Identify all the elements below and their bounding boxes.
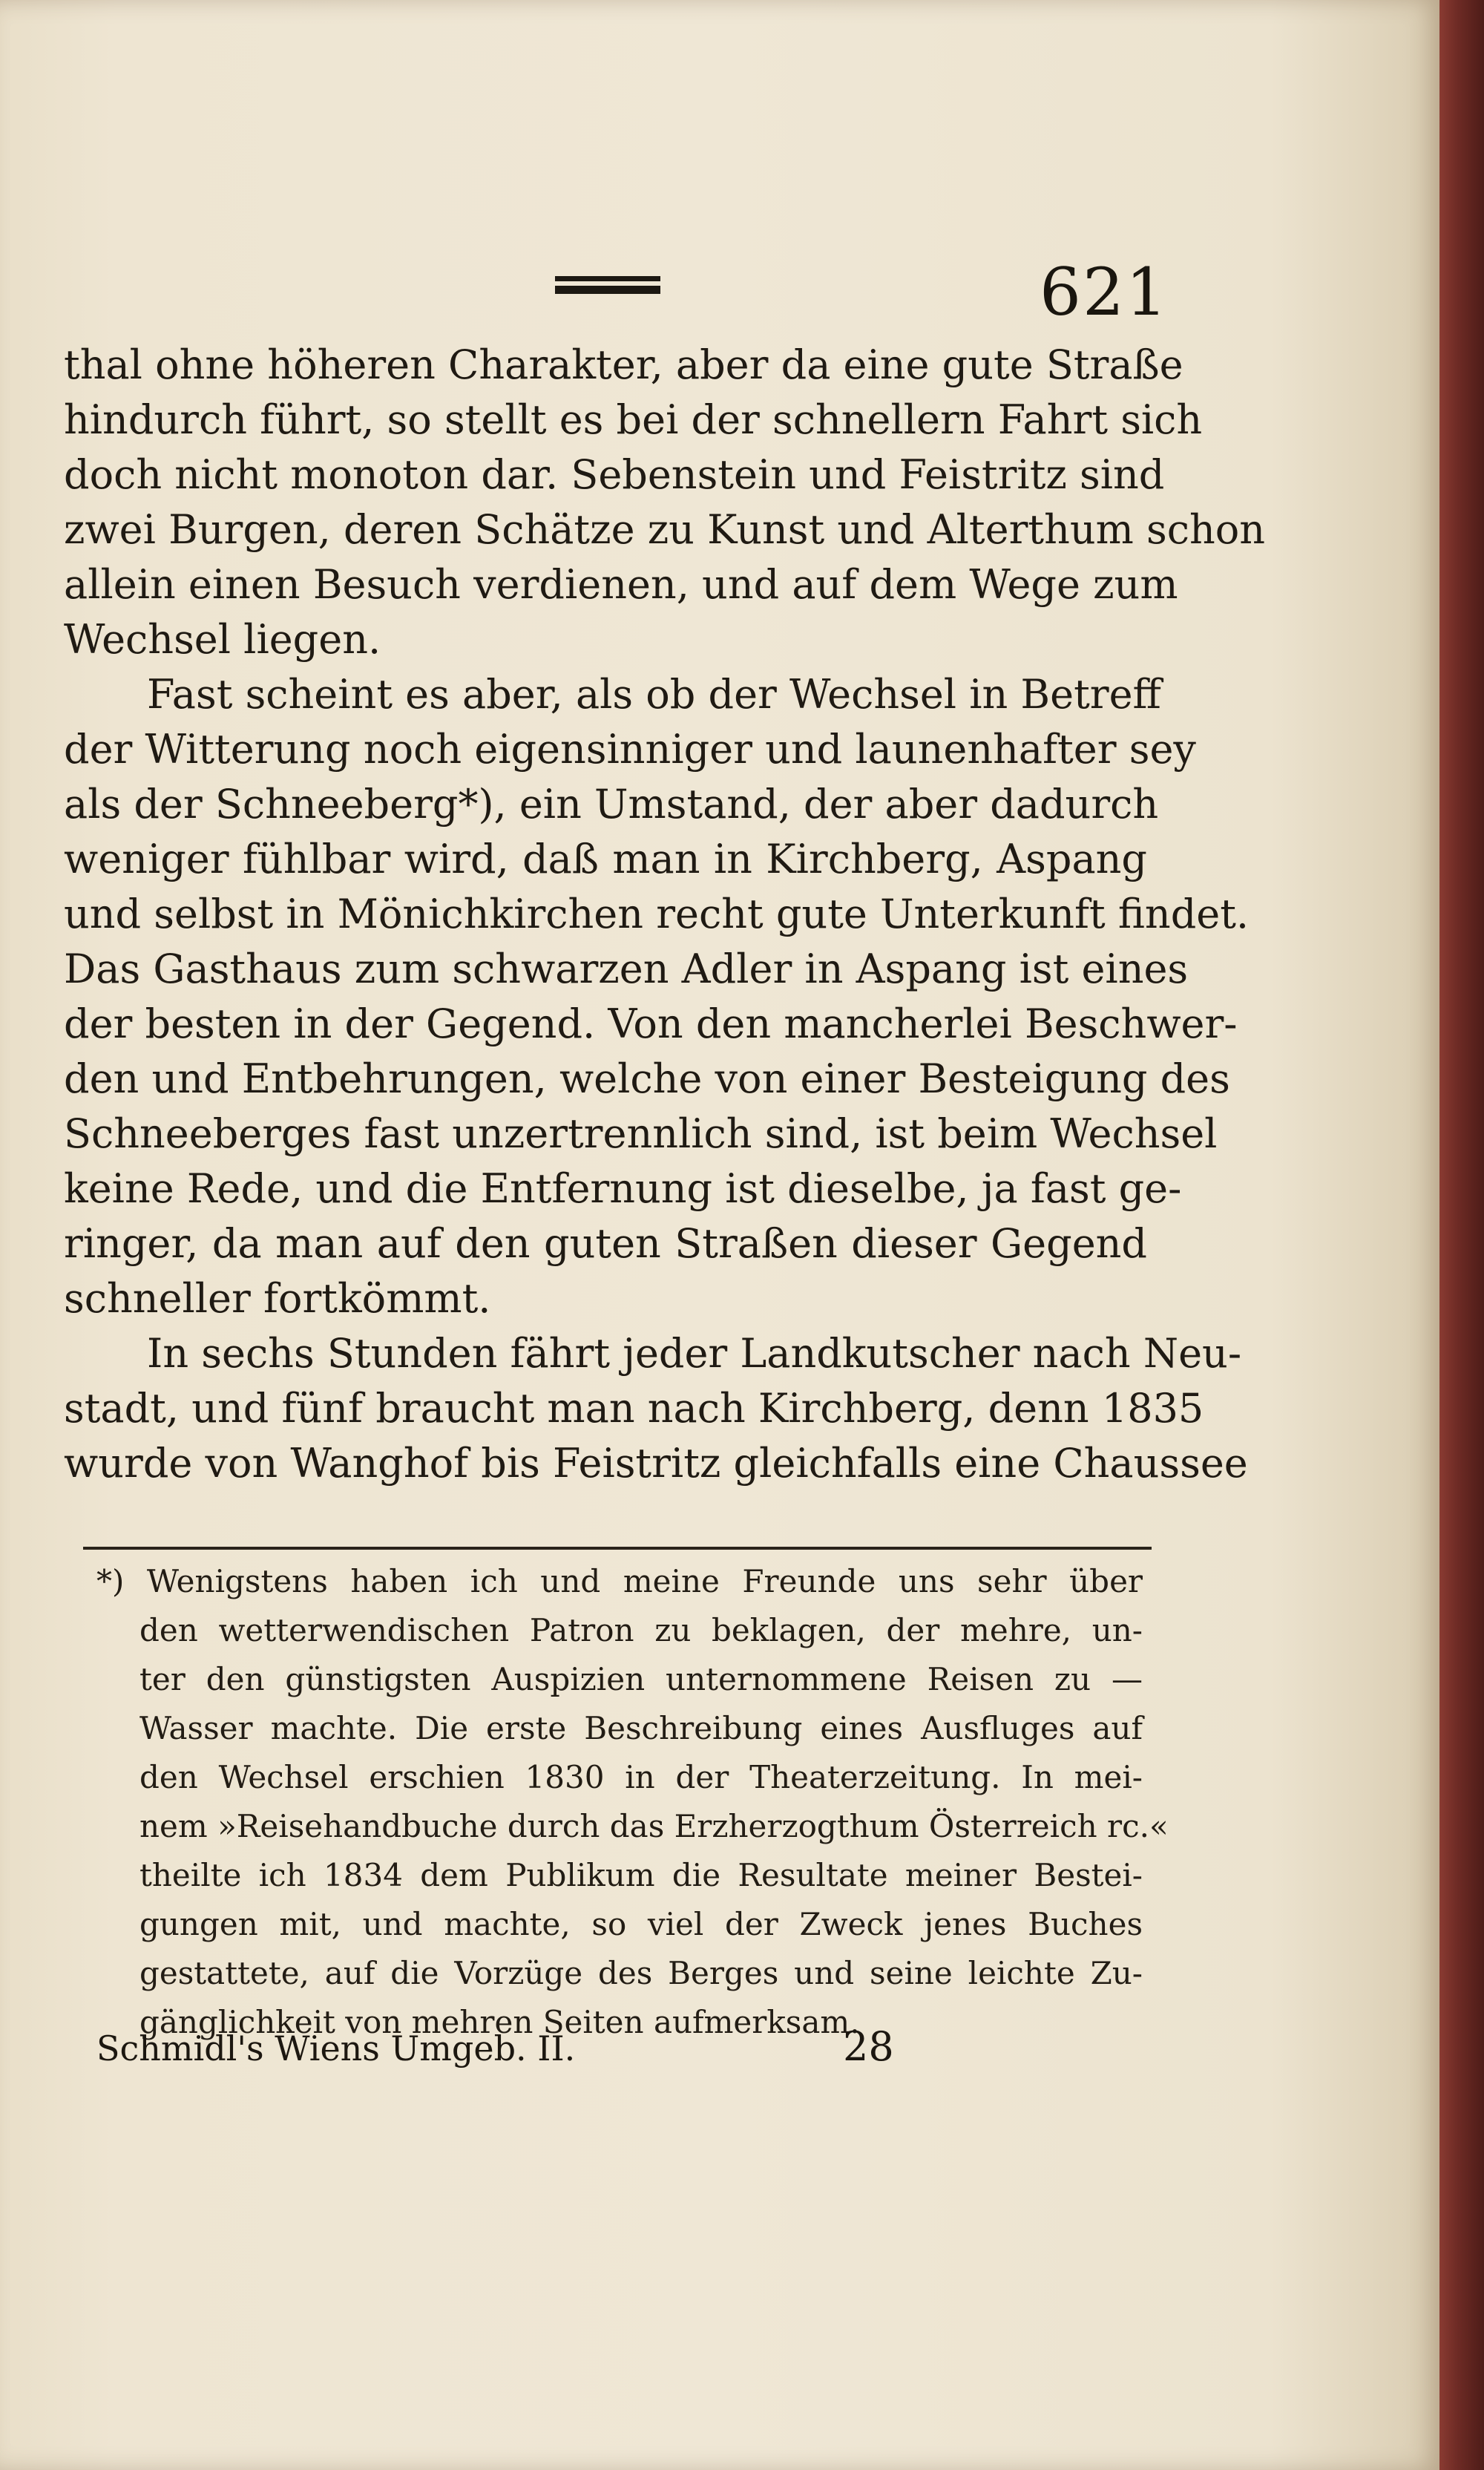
footnote-line: gestattete, auf die Vorzüge des Berges und seine leichte Zu- [139,1955,1143,1991]
text-line: doch nicht monoton dar. Sebenstein und Feistritz sind [64,451,1165,498]
header-rule-ornament [555,276,660,295]
text-line: schneller fortkömmt. [64,1275,491,1322]
text-line: Fast scheint es aber, als ob der Wechsel in Betreff [147,671,1161,718]
text-line: der besten in der Gegend. Von den mancherlei Beschwer- [64,1000,1238,1047]
text-line: allein einen Besuch verdienen, und auf dem Wege zum [64,561,1178,608]
sheet-number: 28 [843,2023,894,2070]
footnote-line: theilte ich 1834 dem Publikum die Resultate meiner Bestei- [139,1857,1143,1893]
footnote-line: den Wechsel erschien 1830 in der Theaterzeitung. In mei- [139,1759,1143,1795]
text-line: keine Rede, und die Entfernung ist dieselbe, ja fast ge- [64,1165,1182,1212]
text-line: In sechs Stunden fährt jeder Landkutscher nach Neu- [147,1330,1242,1377]
text-line: Schneeberges fast unzertrennlich sind, ist beim Wechsel [64,1110,1218,1157]
body-text [64,338,1266,1491]
text-line: Wechsel liegen. [64,616,381,663]
text-line: der Witterung noch eigensinniger und launenhafter sey [64,726,1196,773]
text-line: und selbst in Mönichkirchen recht gute Unterkunft findet. [64,891,1250,937]
footnote-line: den wetterwendischen Patron zu beklagen, der mehre, un- [139,1612,1143,1648]
footnote [96,1557,1169,2047]
footnote-line: *) Wenigstens haben ich und meine Freunde uns sehr über [96,1563,1143,1599]
text-line: thal ohne höheren Charakter, aber da eine gute Straße [64,341,1183,388]
book-cover-edge [1439,0,1484,2470]
text-line: weniger fühlbar wird, daß man in Kirchberg, Aspang [64,836,1147,882]
footnote-line: gänglichkeit von mehren Seiten aufmerksam. [139,2004,860,2040]
text-line: den und Entbehrungen, welche von einer Besteigung des [64,1055,1230,1102]
printer-signature: Schmidl's Wiens Umgeb. II. [96,2028,576,2068]
footnote-divider [83,1547,1152,1550]
footnote-line: nem »Reisehandbuche durch das Erzherzogthum Österreich rc.« [139,1808,1169,1844]
text-line: als der Schneeberg*), ein Umstand, der aber dadurch [64,781,1159,828]
text-line: wurde von Wanghof bis Feistritz gleichfalls eine Chaussee [64,1440,1248,1487]
footnote-line: Wasser machte. Die erste Beschreibung eines Ausfluges auf [139,1710,1143,1746]
footnote-line: gungen mit, und machte, so viel der Zweck jenes Buches [139,1906,1143,1942]
paragraph-2 [64,667,1250,1326]
paragraph-3 [64,1326,1248,1491]
footnote-line: ter den günstigsten Auspizien unternommene Reisen zu — [139,1661,1143,1697]
text-line: stadt, und fünf braucht man nach Kirchberg, denn 1835 [64,1385,1204,1432]
text-line: ringer, da man auf den guten Straßen dieser Gegend [64,1220,1147,1267]
page-number: 621 [1040,254,1169,330]
paragraph-1 [64,338,1266,667]
text-line: hindurch führt, so stellt es bei der schnellern Fahrt sich [64,396,1203,443]
text-line: zwei Burgen, deren Schätze zu Kunst und Alterthum schon [64,506,1266,553]
text-line: Das Gasthaus zum schwarzen Adler in Aspang ist eines [64,946,1189,992]
